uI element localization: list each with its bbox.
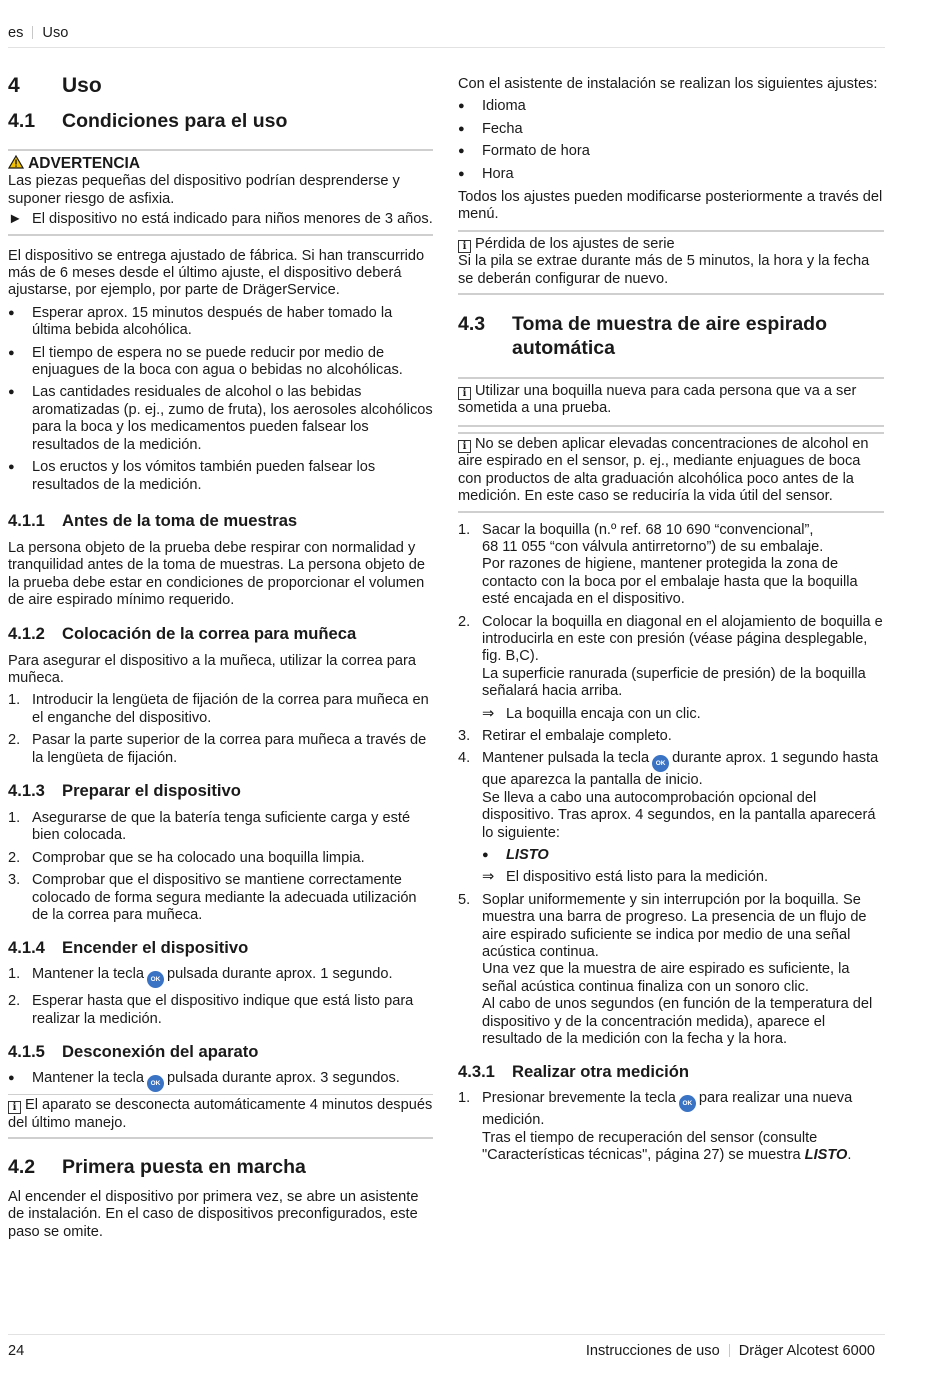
bullet-icon: ● xyxy=(8,461,15,474)
bullet-icon: ● xyxy=(458,145,465,158)
section-4-1-3-heading: 4.1.3 Preparar el dispositivo xyxy=(8,780,241,800)
bullet-icon: ● xyxy=(8,386,15,399)
bullet-icon: ● xyxy=(8,346,15,359)
footer-doc-info xyxy=(586,1343,875,1360)
sampling-steps xyxy=(458,522,884,1049)
strap-intro-text: Para asegurar el dispositivo a la muñeca, utilizar la correa para muñeca. xyxy=(8,652,417,686)
display-state xyxy=(482,847,884,864)
factory-settings-text: El dispositivo se entrega ajustado de fábrica. Si han transcurrido más de 6 meses desde el último ajuste, el dispositivo deberá ajustarse, por ejemplo, por parte de DrägerService. xyxy=(8,247,425,299)
settings-loss-note xyxy=(458,230,884,295)
list-item: 3. Comprobar que el dispositivo se mantiene correctamente colocado de forma segura mediante la adecuada utilización de la correa para muñeca. xyxy=(8,872,417,923)
warning-triangle-icon xyxy=(8,156,28,172)
footer-separator xyxy=(729,1344,730,1357)
list-item: 1. Introducir la lengüeta de fijación de la correa para muñeca en el enganche del dispositivo. xyxy=(8,692,429,726)
warning-box xyxy=(8,149,433,236)
page-number: 24 xyxy=(8,1343,25,1359)
new-mouthpiece-text: Utilizar una boquilla nueva para cada persona que va a ser sometida a una prueba. xyxy=(458,383,857,417)
bullet-icon: ● xyxy=(482,849,489,861)
header-separator xyxy=(32,26,33,39)
wizard-intro-text: Con el asistente de instalación se realizan los siguientes ajustes: xyxy=(458,76,878,92)
section-4-3-1-heading: 4.3.1 Realizar otra medición xyxy=(458,1062,690,1082)
chapter-number: 4 xyxy=(8,74,20,97)
settings-loss-text: Si la pila se extrae durante más de 5 minutos, la hora y la fecha se deberán configurar de nuevo. xyxy=(458,253,870,287)
step-result: ⇒ La boquilla encaja con un clic. xyxy=(482,705,701,722)
list-item: 2. Esperar hasta que el dispositivo indique que está listo para realizar la medición. xyxy=(8,993,414,1027)
header-section: Uso xyxy=(42,25,69,41)
sensor-note-text: No se deben aplicar elevadas concentraciones de alcohol en aire espirado en el sensor, p. ej., mediante enjuagues de boca con productos de alta graduación alcohólica poco antes de la medición. En este caso se reduciría la vida útil del sensor. xyxy=(458,435,869,505)
display-text-listo: LISTO xyxy=(804,1147,848,1164)
section-4-1-2-heading: 4.1.2 Colocación de la correa para muñeca xyxy=(8,623,357,643)
info-icon: i xyxy=(458,240,471,253)
list-item: ● El tiempo de espera no se puede reducir por medio de enjuagues de la boca con agua o bebidas no alcohólicas. xyxy=(8,344,403,379)
right-column xyxy=(458,76,884,1170)
info-icon: i xyxy=(8,1101,21,1114)
prepare-steps xyxy=(8,810,433,924)
display-text-listo: LISTO xyxy=(506,847,549,863)
list-item: ● Fecha xyxy=(458,120,523,137)
warning-action xyxy=(8,211,433,228)
list-item: ● Hora xyxy=(458,165,514,182)
result-arrow-icon: ⇒ xyxy=(482,869,495,886)
warning-action-text: El dispositivo no está indicado para niños menores de 3 años. xyxy=(32,211,433,228)
footer-product: Dräger Alcotest 6000 xyxy=(738,1343,875,1359)
list-item: 2. Colocar la boquilla en diagonal en el alojamiento de boquilla e introducirla en este con presión (véase página desplegable, fig. B,C). La superficie ranurada (superficie de presión) de la boquilla señalará hacia arriba. ⇒ La boquilla encaja con un clic. xyxy=(458,613,883,722)
auto-off-note xyxy=(8,1094,433,1139)
section-4-2-heading: 4.2 Primera puesta en marcha xyxy=(8,1156,306,1179)
list-item: 1. Asegurarse de que la batería tenga suficiente carga y esté bien colocada. xyxy=(8,809,411,844)
warning-title: ADVERTENCIA xyxy=(28,155,141,172)
list-item: ● Los eructos y los vómitos también pueden falsear los resultados de la medición. xyxy=(8,459,376,493)
power-off-list xyxy=(8,1070,433,1092)
first-start-text: Al encender el dispositivo por primera vez, se abre un asistente de instalación. En el caso de dispositivos preconfigurados, este paso se omite. xyxy=(8,1189,419,1240)
bullet-icon: ● xyxy=(8,306,15,319)
strap-steps xyxy=(8,692,433,767)
list-item: 4. Mantener pulsada la tecla OK durante aprox. 1 segundo hasta que aparezca la pantalla de inicio. Se lleva a cabo una autocomprobación opcional del dispositivo. Tras aprox. 4 segundos, en la pantalla aparecerá lo siguiente: ● LISTO ⇒ El dispositivo está listo para la medición. xyxy=(458,750,884,886)
header-language: es xyxy=(8,25,24,41)
ok-key-icon: OK xyxy=(147,1075,164,1092)
page-header xyxy=(8,25,885,48)
left-column xyxy=(8,73,433,1241)
chapter-title: Uso xyxy=(62,74,102,97)
info-icon: i xyxy=(458,387,471,400)
new-mouthpiece-note xyxy=(458,377,884,427)
sensor-note xyxy=(458,432,884,513)
step-result: ⇒ El dispositivo está listo para la medición. xyxy=(482,869,769,886)
list-item: 2. Comprobar que se ha colocado una boquilla limpia. xyxy=(8,849,365,866)
settings-loss-title: Pérdida de los ajustes de serie xyxy=(475,235,675,252)
bullet-icon: ● xyxy=(458,100,465,113)
section-4-1-1-heading: 4.1.1 Antes de la toma de muestras xyxy=(8,510,298,530)
list-item: ● Formato de hora xyxy=(458,143,590,160)
list-item: ● Las cantidades residuales de alcohol o las bebidas aromatizadas (p. ej., zumo de fruta), los aerosoles alcohólicos para la boca y los medicamentos pueden falsear los resultados de la medición. xyxy=(8,384,433,453)
action-arrow-icon: ► xyxy=(8,211,23,228)
list-item: 1. Mantener la tecla OK pulsada durante aprox. 1 segundo. xyxy=(8,966,433,988)
ok-key-icon: OK xyxy=(652,755,669,772)
section-title: Condiciones para el uso xyxy=(62,110,288,132)
list-item: 1. Sacar la boquilla (n.º ref. 68 10 690 “convencional”, 68 11 055 “con válvula antirretorno”) de su embalaje. Por razones de higiene, mantener protegida la zona de contacto con la boca por el embalaje hasta que la boquilla esté encajada en el dispositivo. xyxy=(458,521,858,608)
section-4-1-5-heading: 4.1.5 Desconexión del aparato xyxy=(8,1042,259,1062)
page-footer xyxy=(8,1334,885,1360)
section-number: 4.1 xyxy=(8,110,36,132)
section-4-3-heading: 4.3 Toma de muestra de aire espirado automática xyxy=(458,313,827,360)
list-item: 2. Pasar la parte superior de la correa para muñeca a través de la lengüeta de fijación. xyxy=(8,732,427,766)
wizard-settings-list xyxy=(458,98,884,183)
warning-header xyxy=(8,155,433,173)
footer-doc-type: Instrucciones de uso xyxy=(585,1343,720,1359)
list-item: 3. Retirar el embalaje completo. xyxy=(458,727,672,744)
auto-off-note-text: El aparato se desconecta automáticamente 4 minutos después del último manejo. xyxy=(8,1097,433,1131)
chapter-heading xyxy=(8,73,433,99)
bullet-icon: ● xyxy=(8,1072,15,1085)
list-item: ● Mantener la tecla OK pulsada durante aprox. 3 segundos. xyxy=(8,1070,433,1092)
section-4-1-heading xyxy=(8,109,433,133)
power-on-steps xyxy=(8,966,433,1028)
list-item: 1. Presionar brevemente la tecla OK para realizar una nueva medición. Tras el tiempo de recuperación del sensor (consulte "Características técnicas", página 27) se muestra LISTO. xyxy=(458,1090,853,1164)
list-item: ● Idioma xyxy=(458,98,526,115)
modify-settings-text: Todos los ajustes pueden modificarse posteriormente a través del menú. xyxy=(458,189,883,223)
before-sampling-text: La persona objeto de la prueba debe respirar con normalidad y tranquilidad antes de la toma de muestras. La persona objeto de la prueba debe estar en condiciones de proporcionar el volumen de aire espirado mínimo requerido. xyxy=(8,539,426,609)
bullet-icon: ● xyxy=(458,122,465,135)
result-arrow-icon: ⇒ xyxy=(482,705,495,722)
conditions-list xyxy=(8,305,433,494)
ok-key-icon: OK xyxy=(147,971,164,988)
list-item: ● Esperar aprox. 15 minutos después de haber tomado la última bebida alcohólica. xyxy=(8,304,393,339)
bullet-icon: ● xyxy=(458,167,465,180)
list-item: 5. Soplar uniformemente y sin interrupción por la boquilla. Se muestra una barra de progreso. La presencia de un flujo de aire espirado suficiente se indica por medio de una señal acústica continua. Una vez que la muestra de aire espirado es suficiente, la señal acústica continua finaliza con un sonoro clic. Al cabo de unos segundos (en función de la temperatura del dispositivo y de la concentración medida), aparece el resultado de la medición con la fecha y la hora. xyxy=(458,891,873,1048)
repeat-steps xyxy=(458,1090,884,1164)
ok-key-icon: OK xyxy=(679,1095,696,1112)
info-icon: i xyxy=(458,440,471,453)
warning-text: Las piezas pequeñas del dispositivo podrían desprenderse y suponer riesgo de asfixia. xyxy=(8,173,400,207)
section-4-1-4-heading: 4.1.4 Encender el dispositivo xyxy=(8,938,249,958)
